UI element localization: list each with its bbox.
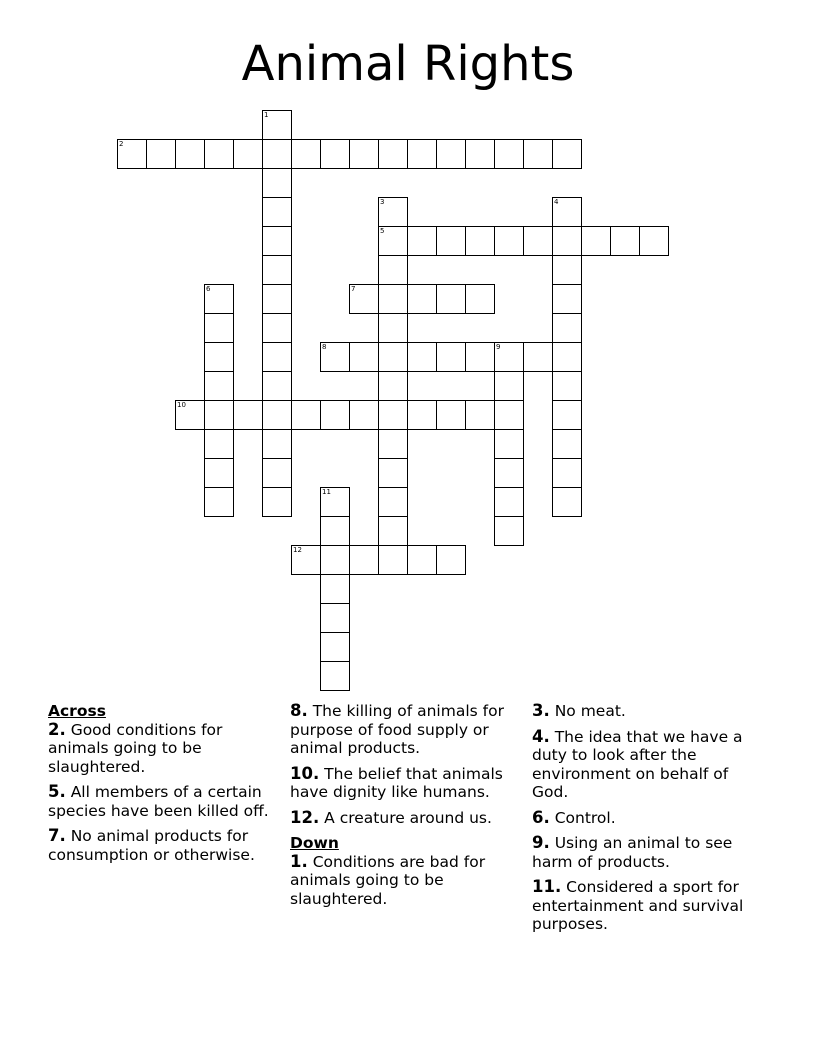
clue-text: The belief that animals have dignity like humans. [290,764,503,801]
grid-cell[interactable] [523,226,553,256]
cell-number: 3 [380,198,385,206]
clue-text: The killing of animals for purpose of food supply or animal products. [290,702,504,757]
grid-cell[interactable] [320,139,350,169]
grid-cell[interactable] [320,574,350,604]
grid-cell[interactable] [378,313,408,343]
grid-cell[interactable] [349,545,379,575]
grid-cell[interactable] [204,429,234,459]
clue-number: 1. [290,851,308,871]
clue-down-6 [532,809,768,828]
grid-cell[interactable] [552,487,582,517]
grid-cell[interactable] [552,197,582,227]
cell-number: 10 [177,401,186,409]
grid-cell[interactable] [552,313,582,343]
clue-column-2 [290,702,526,915]
cell-number: 4 [554,198,559,206]
grid-cell[interactable] [320,487,350,517]
grid-cell[interactable] [552,226,582,256]
grid-cell[interactable] [523,342,553,372]
grid-cell[interactable] [204,458,234,488]
grid-cell[interactable] [320,400,350,430]
clue-across-8 [290,702,526,758]
grid-cell[interactable] [262,342,292,372]
clue-down-3 [532,702,768,721]
grid-cell[interactable] [378,545,408,575]
grid-cell[interactable] [117,139,147,169]
grid-cell[interactable] [175,400,205,430]
clue-text: The idea that we have a duty to look after the environment on behalf of God. [532,727,743,801]
clue-column-3 [532,702,768,941]
grid-cell[interactable] [494,139,524,169]
grid-cell[interactable] [320,632,350,662]
clue-down-11 [532,878,768,934]
grid-cell[interactable] [378,342,408,372]
grid-cell[interactable] [494,342,524,372]
grid-cell[interactable] [204,400,234,430]
clue-text: Control. [554,808,616,827]
grid-cell[interactable] [494,400,524,430]
grid-cell[interactable] [378,197,408,227]
clue-number: 7. [48,826,66,845]
grid-cell[interactable] [523,139,553,169]
grid-cell[interactable] [320,342,350,372]
grid-cell[interactable] [436,284,466,314]
grid-cell[interactable] [320,545,350,575]
grid-cell[interactable] [262,313,292,343]
grid-cell[interactable] [494,487,524,517]
grid-cell[interactable] [262,197,292,227]
grid-cell[interactable] [146,139,176,169]
cell-number: 5 [380,227,385,235]
grid-cell[interactable] [465,284,495,314]
grid-cell[interactable] [204,487,234,517]
grid-cell[interactable] [465,342,495,372]
grid-cell[interactable] [349,139,379,169]
grid-cell[interactable] [291,545,321,575]
grid-cell[interactable] [378,284,408,314]
grid-cell[interactable] [320,661,350,691]
grid-cell[interactable] [262,110,292,140]
grid-cell[interactable] [262,429,292,459]
grid-cell[interactable] [291,139,321,169]
grid-cell[interactable] [204,313,234,343]
grid-cell[interactable] [407,139,437,169]
clue-text: Good conditions for animals going to be slaughtered. [48,720,223,776]
grid-cell[interactable] [552,284,582,314]
grid-cell[interactable] [465,226,495,256]
clue-number: 6. [532,807,550,827]
clue-text: Conditions are bad for animals going to be slaughtered. [290,852,486,908]
across-heading: Across [48,702,106,720]
grid-cell[interactable] [378,226,408,256]
grid-cell[interactable] [262,226,292,256]
grid-cell[interactable] [552,458,582,488]
cell-number: 1 [264,111,269,119]
clue-number: 10. [290,763,320,783]
grid-cell[interactable] [552,139,582,169]
grid-cell[interactable] [320,603,350,633]
grid-cell[interactable] [349,284,379,314]
grid-cell[interactable] [494,516,524,546]
grid-cell[interactable] [262,400,292,430]
cell-number: 8 [322,343,327,351]
grid-cell[interactable] [552,342,582,372]
grid-cell[interactable] [552,429,582,459]
grid-cell[interactable] [407,545,437,575]
grid-cell[interactable] [233,400,263,430]
grid-cell[interactable] [610,226,640,256]
grid-cell[interactable] [378,487,408,517]
grid-cell[interactable] [204,342,234,372]
clue-text: Using an animal to see harm of products. [532,834,733,871]
grid-cell[interactable] [407,226,437,256]
grid-cell[interactable] [262,371,292,401]
cell-number: 7 [351,285,356,293]
grid-cell[interactable] [407,400,437,430]
clue-number: 11. [532,877,562,896]
clue-across-2 [48,721,284,777]
cell-number: 9 [496,343,501,351]
grid-cell[interactable] [465,139,495,169]
grid-cell[interactable] [639,226,669,256]
grid-cell[interactable] [436,139,466,169]
grid-cell[interactable] [204,139,234,169]
grid-cell[interactable] [262,487,292,517]
cell-number: 6 [206,285,211,293]
grid-cell[interactable] [378,516,408,546]
grid-cell[interactable] [349,400,379,430]
grid-cell[interactable] [494,371,524,401]
grid-cell[interactable] [494,429,524,459]
grid-cell[interactable] [378,429,408,459]
grid-cell[interactable] [581,226,611,256]
grid-cell[interactable] [436,545,466,575]
clue-column-1 [48,702,284,871]
cell-number: 11 [322,488,331,496]
clue-across-10 [290,765,526,802]
clue-text: No meat. [554,702,626,720]
clue-text: All members of a certain species have been killed off. [48,783,269,820]
clue-number: 5. [48,782,66,801]
clue-number: 4. [532,726,550,746]
grid-cell[interactable] [291,400,321,430]
grid-cell[interactable] [349,342,379,372]
grid-cell[interactable] [233,139,263,169]
clue-number: 9. [532,833,550,852]
grid-cell[interactable] [378,139,408,169]
grid-cell[interactable] [407,342,437,372]
clue-down-4 [532,728,768,802]
grid-cell[interactable] [262,284,292,314]
grid-cell[interactable] [436,400,466,430]
grid-cell[interactable] [494,226,524,256]
grid-cell[interactable] [378,255,408,285]
grid-cell[interactable] [204,371,234,401]
clue-text: Considered a sport for entertainment and survival purposes. [532,878,744,933]
grid-cell[interactable] [320,516,350,546]
grid-cell[interactable] [552,255,582,285]
clue-number: 12. [290,807,320,827]
cell-number: 12 [293,546,302,554]
clue-text: No animal products for consumption or otherwise. [48,827,255,864]
grid-cell[interactable] [552,371,582,401]
clue-down-1 [290,853,526,909]
clue-across-7 [48,827,284,864]
clue-across-12 [290,809,526,828]
grid-cell[interactable] [204,284,234,314]
clue-text: A creature around us. [324,808,492,827]
grid-cell[interactable] [407,284,437,314]
grid-cell[interactable] [262,458,292,488]
clue-number: 8. [290,701,308,720]
down-heading: Down [290,834,339,852]
grid-cell[interactable] [175,139,205,169]
clue-number: 2. [48,719,66,739]
grid-cell[interactable] [378,400,408,430]
grid-cell[interactable] [378,371,408,401]
grid-cell[interactable] [262,139,292,169]
grid-cell[interactable] [378,458,408,488]
grid-cell[interactable] [262,255,292,285]
grid-cell[interactable] [465,400,495,430]
grid-cell[interactable] [436,342,466,372]
clue-number: 3. [532,701,550,720]
grid-cell[interactable] [552,400,582,430]
clue-across-5 [48,783,284,820]
page-title: Animal Rights [241,36,575,92]
clue-down-9 [532,834,768,871]
grid-cell[interactable] [436,226,466,256]
cell-number: 2 [119,140,124,148]
grid-cell[interactable] [262,168,292,198]
grid-cell[interactable] [494,458,524,488]
